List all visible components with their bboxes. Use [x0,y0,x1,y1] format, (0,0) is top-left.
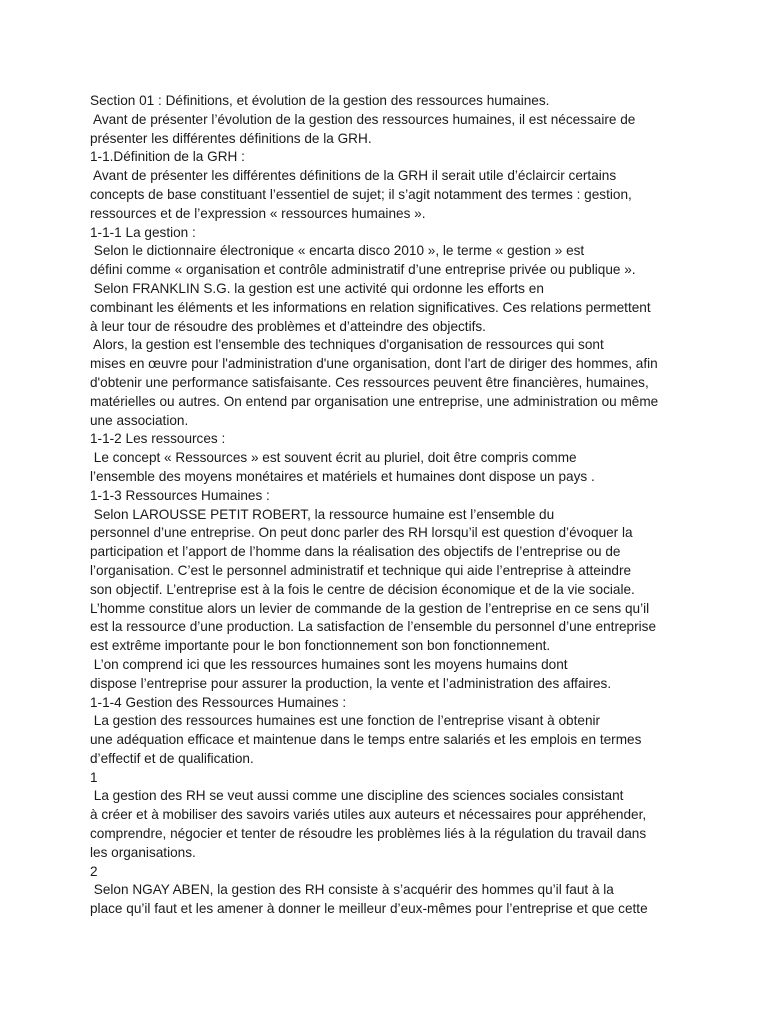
text-line: mises en œuvre pour l'administration d'une organisation, dont l'art de diriger des hommes, afin [90,356,658,372]
text-line: Selon LAROUSSE PETIT ROBERT, la ressource humaine est l’ensemble du [90,506,555,522]
text-line: dispose l’entreprise pour assurer la production, la vente et l’administration des affaires. [90,675,612,691]
text-line: Avant de présenter les différentes définitions de la GRH il serait utile d’éclaircir certains [90,168,617,184]
text-line: 1-1-4 Gestion des Ressources Humaines : [90,694,347,710]
text-line: l’organisation. C’est le personnel administratif et technique qui aide l’entreprise à atteindre [90,562,632,578]
text-line: 1-1-2 Les ressources : [90,431,226,447]
text-line: La gestion des RH se veut aussi comme une discipline des sciences sociales consistant [90,788,624,804]
text-line: d'obtenir une performance satisfaisante. Ces ressources peuvent être financières, humaines, [90,374,649,390]
text-line: est la ressource d’une production. La satisfaction de l’ensemble du personnel d’une entreprise [90,619,656,635]
text-line: est extrême importante pour le bon fonctionnement son bon fonctionnement. [90,638,551,654]
text-line: 1-1-3 Ressources Humaines : [90,487,270,503]
text-line: une association. [90,412,189,428]
text-line: participation et l’apport de l’homme dans la réalisation des objectifs de l’entreprise ou de [90,544,621,560]
text-line: une adéquation efficace et maintenue dans le temps entre salariés et les emplois en termes [90,732,642,748]
text-line: L’on comprend ici que les ressources humaines sont les moyens humains dont [90,656,568,672]
text-line: L’homme constitue alors un levier de commande de la gestion de l’entreprise en ce sens qu’il [90,600,650,616]
text-line: d’effectif et de qualification. [90,750,254,766]
text-line: comprendre, négocier et tenter de résoudre les problèmes liés à la régulation du travail dans [90,826,647,842]
text-line: matérielles ou autres. On entend par organisation une entreprise, une administration ou même [90,393,659,409]
text-line: Selon FRANKLIN S.G. la gestion est une activité qui ordonne les efforts en [90,280,544,296]
text-line: personnel d’une entreprise. On peut donc parler des RH lorsqu’il est question d’évoquer la [90,525,633,541]
text-line: concepts de base constituant l’essentiel de sujet; il s’agit notamment des termes : gestion, [90,186,632,202]
text-line: 1-1.Définition de la GRH : [90,149,245,165]
text-line: les organisations. [90,844,196,860]
text-line: Selon le dictionnaire électronique « encarta disco 2010 », le terme « gestion » est [90,243,585,259]
text-line: Avant de présenter l’évolution de la gestion des ressources humaines, il est nécessaire de [90,111,636,127]
text-line: 2 [90,863,98,879]
document-body [90,92,690,919]
text-line: Le concept « Ressources » est souvent écrit au pluriel, doit être compris comme [90,450,577,466]
text-line: La gestion des ressources humaines est une fonction de l’entreprise visant à obtenir [90,713,601,729]
text-line: à leur tour de résoudre des problèmes et d’atteindre des objectifs. [90,318,486,334]
text-line: présenter les différentes définitions de la GRH. [90,130,372,146]
text-line: combinant les éléments et les informations en relation significatives. Ces relations permettent [90,299,651,315]
text-line: l’ensemble des moyens monétaires et matériels et humaines dont dispose un pays . [90,468,595,484]
text-line: 1 [90,769,98,785]
text-line: Alors, la gestion est l'ensemble des techniques d'organisation de ressources qui sont [90,337,604,353]
text-line: Section 01 : Définitions, et évolution de la gestion des ressources humaines. [90,93,550,108]
text-line: 1-1-1 La gestion : [90,224,196,240]
text-line: son objectif. L’entreprise est à la fois le centre de décision économique et de la vie sociale. [90,581,635,597]
text-line: Selon NGAY ABEN, la gestion des RH consiste à s’acquérir des hommes qu’il faut à la [90,882,614,898]
text-line: défini comme « organisation et contrôle administratif d’une entreprise privée ou publique ». [90,262,636,278]
text-line: ressources et de l’expression « ressources humaines ». [90,205,426,221]
text-line: place qu’il faut et les amener à donner le meilleur d’eux-mêmes pour l’entreprise et que cette [90,901,648,917]
text-line: à créer et à mobiliser des savoirs variés utiles aux auteurs et nécessaires pour appréhender, [90,807,647,823]
